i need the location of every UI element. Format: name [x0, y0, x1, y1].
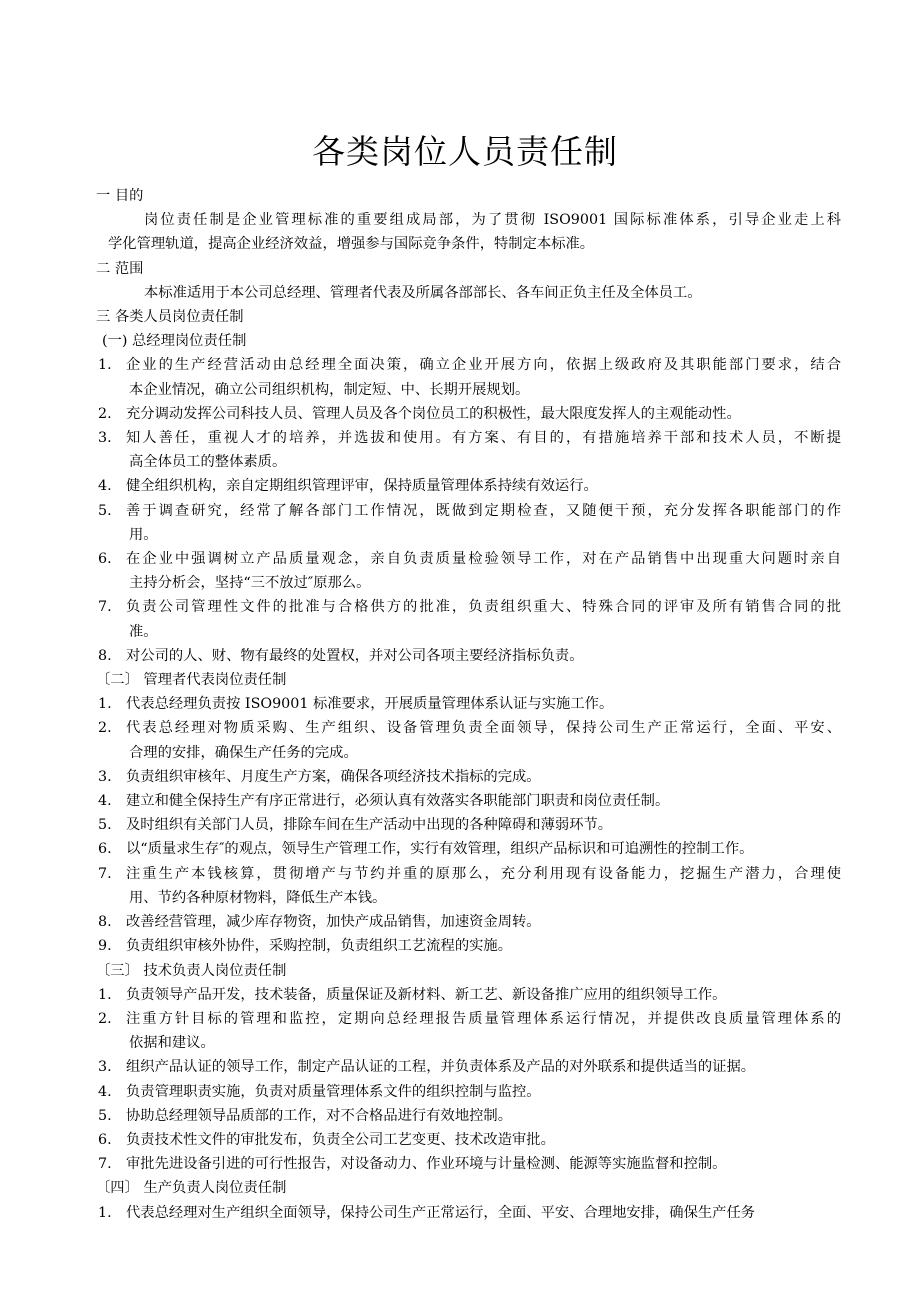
list-item [96, 716, 841, 764]
list-item-number: 6. [98, 841, 112, 858]
list-item-text: 负责组织审核外协件，采购控制，负责组织工艺流程的实施。 [126, 938, 513, 955]
list-item-text: 负责技术性文件的审批发布，负责全公司工艺变更、技术改造审批。 [126, 1131, 555, 1148]
paragraph-purpose-line1: 岗位责任制是企业管理标准的重要组成局部，为了贯彻 ISO9001 国际标准体系，引导企业走上科 [144, 212, 841, 229]
list-item-text-continued: 主持分析会，坚持“三不放过″原那么。 [129, 575, 371, 592]
list-production-lead [96, 1201, 841, 1225]
list-item-number: 7. [98, 1156, 112, 1173]
list-item-text-continued: 本企业情况，确立公司组织机构，制定短、中、长期开展规划。 [129, 381, 530, 398]
list-item-text: 知人善任，重视人才的培养，并选拔和使用。有方案、有目的，有措施培养干部和技术人员，不断提 [126, 430, 841, 447]
list-item [96, 353, 841, 401]
list-item-text: 及时组织有关部门人员，排除车间在生产活动中出现的各种障碍和薄弱环节。 [126, 817, 613, 834]
list-item-number: 4. [98, 793, 112, 810]
list-item-text-continued: 用。 [129, 526, 158, 543]
list-item-number: 5. [98, 502, 112, 519]
list-item [96, 1152, 841, 1176]
list-item [96, 595, 841, 643]
document-body [96, 184, 841, 1225]
list-item [96, 1104, 841, 1128]
section-heading-responsibilities: 三 各类人员岗位责任制 [96, 309, 244, 326]
list-item [96, 402, 841, 426]
list-item-text: 改善经营管理，减少库存物资，加快产成品销售，加速资金周转。 [126, 914, 541, 931]
list-item [96, 1007, 841, 1055]
list-item-text: 协助总经理领导品质部的工作，对不合格品进行有效地控制。 [126, 1107, 513, 1124]
list-item [96, 499, 841, 547]
list-item [96, 837, 841, 861]
list-item-number: 7. [98, 599, 112, 616]
list-item-text: 建立和健全保持生产有序正常进行，必须认真有效落实各职能部门职责和岗位责任制。 [126, 793, 670, 810]
list-item-number: 2. [98, 720, 112, 737]
list-item [96, 862, 841, 910]
list-item [96, 910, 841, 934]
list-item-number: 4. [98, 1083, 112, 1100]
subsection-heading-management-representative: 〔二〕 管理者代表岗位责任制 [96, 672, 287, 689]
list-item-text: 负责组织审核年、月度生产方案，确保各项经济技术指标的完成。 [126, 768, 541, 785]
list-general-manager [96, 353, 841, 668]
list-item-number: 3. [98, 430, 112, 447]
list-item [96, 474, 841, 498]
subsection-heading-technical-lead: 〔三〕 技术负责人岗位责任制 [96, 962, 287, 979]
list-item-number: 3. [98, 768, 112, 785]
list-item-number: 5. [98, 1107, 112, 1124]
list-item-text-continued: 合理的安排，确保生产任务的完成。 [129, 744, 358, 761]
list-item-text: 健全组织机构，亲自定期组织管理评审，保持质量管理体系持续有效运行。 [126, 478, 598, 495]
list-item-text: 组织产品认证的领导工作，制定产品认证的工程，并负责体系及产品的对外联系和提供适当的证据。 [126, 1059, 756, 1076]
list-item-number: 4. [98, 478, 112, 495]
subsection-heading-production-lead: 〔四〕 生产负责人岗位责任制 [96, 1180, 287, 1197]
list-item-text: 代表总经理对物质采购、生产组织、设备管理负责全面领导，保持公司生产正常运行，全面、平安、 [126, 720, 841, 737]
list-item-text: 充分调动发挥公司科技人员、管理人员及各个岗位员工的积极性，最大限度发挥人的主观能动性。 [126, 405, 741, 422]
section-heading-purpose: 一 目的 [96, 188, 144, 204]
list-item [96, 1128, 841, 1152]
list-item-text: 负责管理职责实施，负责对质量管理体系文件的组织控制与监控。 [126, 1083, 541, 1100]
list-item-text-continued: 依据和建议。 [129, 1035, 215, 1052]
list-item [96, 789, 841, 813]
list-item-number: 1. [98, 986, 112, 1003]
section-heading-scope: 二 范围 [96, 260, 144, 277]
list-item [96, 813, 841, 837]
list-item-text-continued: 准。 [129, 623, 158, 640]
paragraph-purpose-line2: 学化管理轨道，提高企业经济效益，增强参与国际竞争条件，特制定本标准。 [108, 236, 595, 253]
list-item-text-continued: 用、节约各种原材物料，降低生产本钱。 [129, 889, 387, 906]
list-item-text: 以“质量求生存″的观点，领导生产管理工作，实行有效管理，组织产品标识和可追溯性的控制工作。 [126, 841, 754, 858]
paragraph-scope: 本标准适用于本公司总经理、管理者代表及所属各部部长、各车间正负主任及全体员工。 [144, 284, 702, 301]
list-item-number: 8. [98, 647, 112, 664]
list-item [96, 983, 841, 1007]
list-item-text: 在企业中强调树立产品质量观念，亲自负责质量检验领导工作，对在产品销售中出现重大问题时亲自 [126, 551, 841, 568]
list-item [96, 1055, 841, 1079]
list-item [96, 547, 841, 595]
list-item [96, 934, 841, 958]
list-item-text: 注重生产本钱核算，贯彻增产与节约并重的原那么，充分利用现有设备能力，挖掘生产潜力，合理使 [126, 865, 841, 882]
list-item-number: 2. [98, 1010, 112, 1027]
list-item-number: 2. [98, 405, 112, 422]
document-title: 各类岗位人员责任制 [312, 132, 618, 171]
list-item-text-continued: 高全体员工的整体素质。 [129, 454, 287, 471]
list-item-number: 1. [98, 696, 112, 713]
list-item-number: 9. [98, 938, 112, 955]
list-item-text: 负责公司管理性文件的批准与合格供方的批准，负责组织重大、特殊合同的评审及所有销售合同的批 [126, 599, 841, 616]
list-item [96, 765, 841, 789]
list-management-representative [96, 692, 841, 958]
list-item-number: 6. [98, 551, 112, 568]
list-item [96, 692, 841, 716]
list-item-text: 负责领导产品开发，技术装备，质量保证及新材料、新工艺、新设备推广应用的组织领导工作。 [126, 986, 727, 1003]
list-item-number: 7. [98, 865, 112, 882]
list-item [96, 426, 841, 474]
list-item [96, 1201, 841, 1225]
list-item-text: 对公司的人、财、物有最终的处置权，并对公司各项主要经济指标负责。 [126, 647, 584, 664]
list-item-number: 1. [98, 357, 112, 374]
list-item-text: 善于调查研究，经常了解各部门工作情况，既做到定期检查，又随便干预，充分发挥各职能部门的作 [126, 502, 841, 519]
subsection-heading-general-manager: (一) 总经理岗位责任制 [102, 333, 247, 350]
list-item-number: 6. [98, 1131, 112, 1148]
list-item-number: 3. [98, 1059, 112, 1076]
list-item [96, 1080, 841, 1104]
list-item-number: 8. [98, 914, 112, 931]
list-item-text: 审批先进设备引进的可行性报告，对设备动力、作业环境与计量检测、能源等实施监督和控制。 [126, 1156, 727, 1173]
list-item-number: 5. [98, 817, 112, 834]
list-technical-lead [96, 983, 841, 1177]
list-item-text: 企业的生产经营活动由总经理全面决策，确立企业开展方向，依据上级政府及其职能部门要求，结合 [126, 357, 841, 374]
list-item [96, 644, 841, 668]
list-item-text: 注重方针目标的管理和监控，定期向总经理报告质量管理体系运行情况，并提供改良质量管理体系的 [126, 1010, 841, 1027]
list-item-number: 1. [98, 1204, 112, 1221]
list-item-text: 代表总经理对生产组织全面领导，保持公司生产正常运行，全面、平安、合理地安排，确保生产任务 [126, 1204, 756, 1221]
list-item-text: 代表总经理负责按 ISO9001 标准要求，开展质量管理体系认证与实施工作。 [126, 696, 614, 713]
